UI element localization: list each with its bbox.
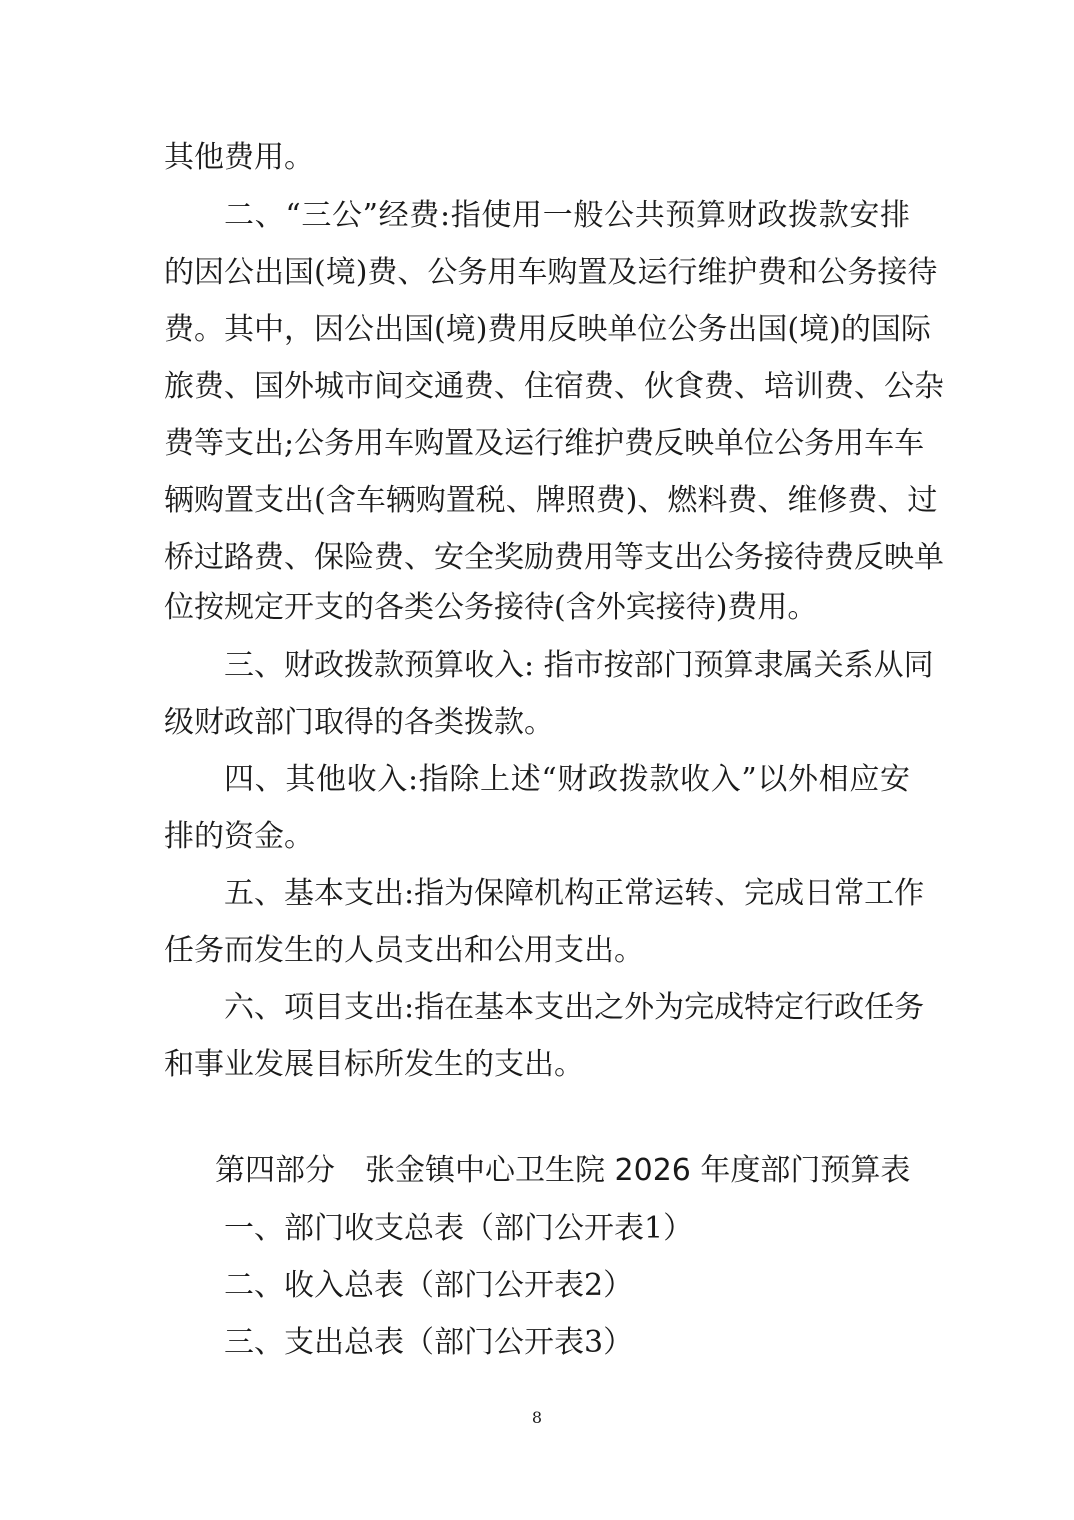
body-line: 级财政部门取得的各类拨款。 bbox=[164, 705, 554, 740]
body-line: 位按规定开支的各类公务接待(含外宾接待)费用。 bbox=[164, 590, 818, 625]
body-line: 排的资金。 bbox=[164, 819, 314, 854]
paragraph-other-income-start: 四、其他收入:指除上述“财政拨款收入”以外相应安 bbox=[224, 762, 910, 797]
paragraph-fiscal-income-start: 三、财政拨款预算收入: 指市按部门预算隶属关系从同 bbox=[224, 648, 934, 683]
paragraph-project-expense-start: 六、项目支出:指在基本支出之外为完成特定行政任务 bbox=[224, 990, 925, 1025]
section-heading: 第四部分 张金镇中心卫生院 2026 年度部门预算表 bbox=[215, 1153, 911, 1188]
body-line: 费。其中，因公出国(境)费用反映单位公务出国(境)的国际 bbox=[164, 312, 931, 347]
body-line: 和事业发展目标所发生的支出。 bbox=[164, 1047, 584, 1082]
paragraph-san-gong-start: 二、“三公”经费:指使用一般公共预算财政拨款安排 bbox=[224, 198, 910, 233]
body-line: 费等支出;公务用车购置及运行维护费反映单位公务用车车 bbox=[164, 426, 925, 461]
body-line: 辆购置支出(含车辆购置税、牌照费)、燃料费、维修费、过 bbox=[164, 483, 938, 518]
body-line: 其他费用。 bbox=[164, 140, 314, 175]
toc-item: 三、支出总表（部门公开表3） bbox=[224, 1325, 634, 1360]
paragraph-basic-expense-start: 五、基本支出:指为保障机构正常运转、完成日常工作 bbox=[224, 876, 925, 911]
toc-item: 一、部门收支总表（部门公开表1） bbox=[224, 1211, 694, 1246]
body-line: 任务而发生的人员支出和公用支出。 bbox=[164, 933, 644, 968]
toc-item: 二、收入总表（部门公开表2） bbox=[224, 1268, 634, 1303]
body-line: 的因公出国(境)费、公务用车购置及运行维护费和公务接待 bbox=[164, 255, 938, 290]
body-line: 旅费、国外城市间交通费、住宿费、伙食费、培训费、公杂 bbox=[164, 369, 944, 404]
page-number: 8 bbox=[531, 1408, 543, 1427]
body-line: 桥过路费、保险费、安全奖励费用等支出公务接待费反映单 bbox=[164, 540, 944, 575]
